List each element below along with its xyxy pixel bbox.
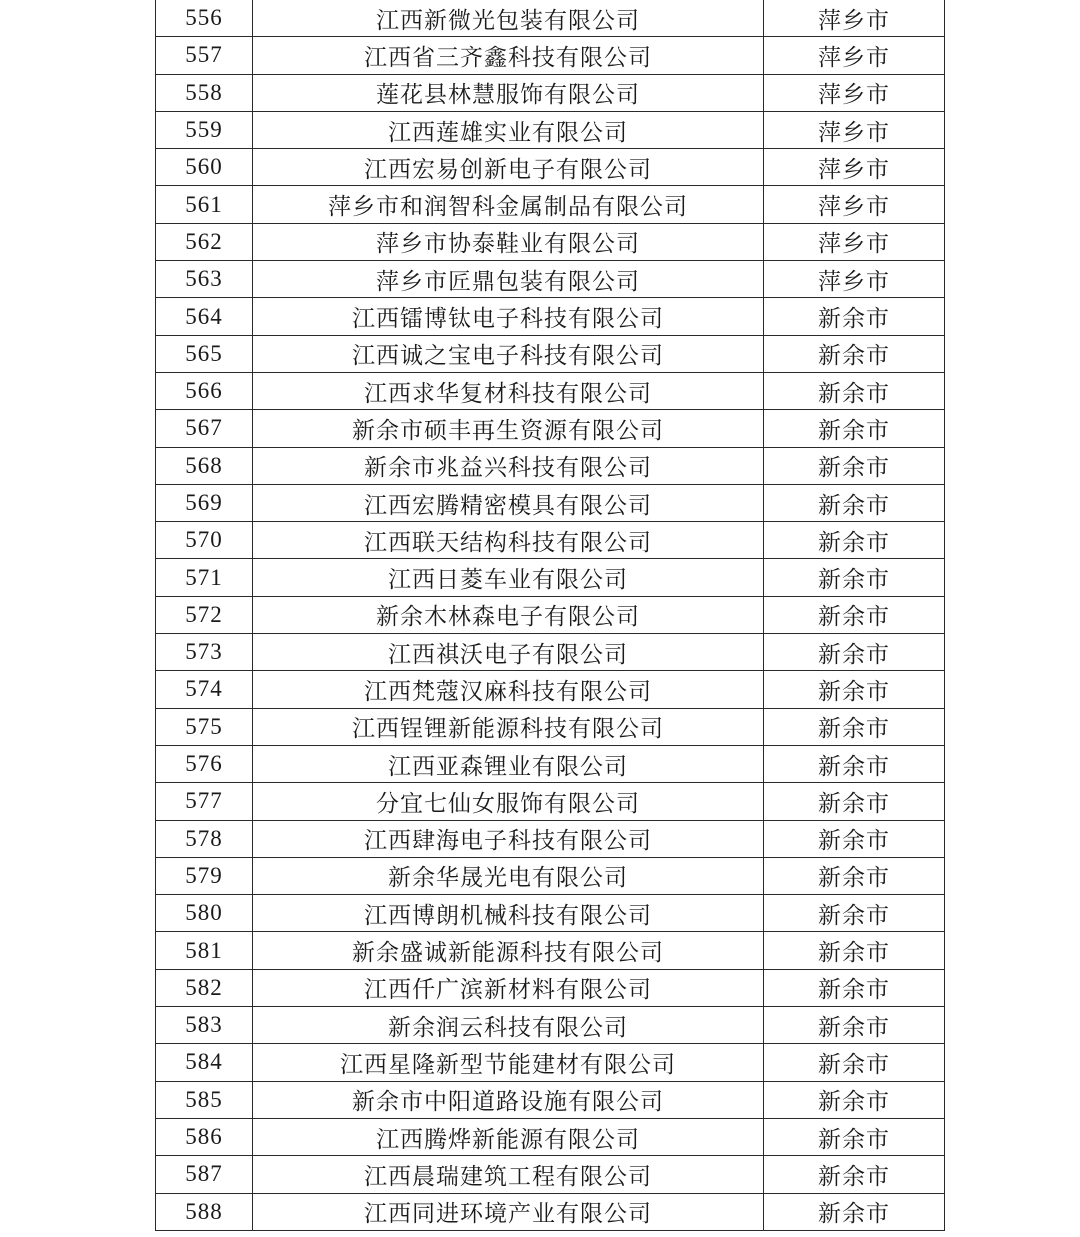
city-cell: 新余市 xyxy=(764,1118,945,1155)
table-row xyxy=(156,559,945,596)
table-row xyxy=(156,1007,945,1044)
table-row xyxy=(156,223,945,260)
company-name-cell: 江西肆海电子科技有限公司 xyxy=(253,820,764,857)
table-row xyxy=(156,484,945,521)
company-name-cell: 江西亚森锂业有限公司 xyxy=(253,745,764,782)
row-number-cell: 582 xyxy=(156,969,253,1006)
city-cell: 新余市 xyxy=(764,559,945,596)
city-cell: 新余市 xyxy=(764,671,945,708)
row-number-cell: 561 xyxy=(156,186,253,223)
company-name-cell: 萍乡市和润智科金属制品有限公司 xyxy=(253,186,764,223)
row-number-cell: 579 xyxy=(156,857,253,894)
city-cell: 新余市 xyxy=(764,820,945,857)
table-row xyxy=(156,1118,945,1155)
city-cell: 新余市 xyxy=(764,969,945,1006)
company-name-cell: 新余润云科技有限公司 xyxy=(253,1007,764,1044)
row-number-cell: 570 xyxy=(156,522,253,559)
city-cell: 新余市 xyxy=(764,932,945,969)
row-number-cell: 558 xyxy=(156,74,253,111)
table-row xyxy=(156,671,945,708)
city-cell: 新余市 xyxy=(764,522,945,559)
row-number-cell: 559 xyxy=(156,111,253,148)
company-name-cell: 江西锃锂新能源科技有限公司 xyxy=(253,708,764,745)
company-name-cell: 萍乡市匠鼎包装有限公司 xyxy=(253,261,764,298)
table-row xyxy=(156,372,945,409)
table-row xyxy=(156,895,945,932)
city-cell: 新余市 xyxy=(764,410,945,447)
table-row xyxy=(156,1044,945,1081)
company-name-cell: 萍乡市协泰鞋业有限公司 xyxy=(253,223,764,260)
city-cell: 新余市 xyxy=(764,372,945,409)
row-number-cell: 557 xyxy=(156,37,253,74)
table-row xyxy=(156,596,945,633)
city-cell: 萍乡市 xyxy=(764,111,945,148)
company-name-cell: 江西省三齐鑫科技有限公司 xyxy=(253,37,764,74)
city-cell: 萍乡市 xyxy=(764,74,945,111)
row-number-cell: 574 xyxy=(156,671,253,708)
row-number-cell: 565 xyxy=(156,335,253,372)
city-cell: 新余市 xyxy=(764,857,945,894)
row-number-cell: 577 xyxy=(156,783,253,820)
company-name-cell: 新余华晟光电有限公司 xyxy=(253,857,764,894)
company-name-cell: 江西联天结构科技有限公司 xyxy=(253,522,764,559)
row-number-cell: 581 xyxy=(156,932,253,969)
company-name-cell: 江西同进环境产业有限公司 xyxy=(253,1193,764,1230)
table-row xyxy=(156,186,945,223)
row-number-cell: 566 xyxy=(156,372,253,409)
table-row xyxy=(156,1156,945,1193)
company-name-cell: 江西星隆新型节能建材有限公司 xyxy=(253,1044,764,1081)
company-name-cell: 江西日菱车业有限公司 xyxy=(253,559,764,596)
table-row xyxy=(156,708,945,745)
table-row xyxy=(156,111,945,148)
table-row xyxy=(156,932,945,969)
row-number-cell: 562 xyxy=(156,223,253,260)
city-cell: 萍乡市 xyxy=(764,261,945,298)
row-number-cell: 587 xyxy=(156,1156,253,1193)
city-cell: 新余市 xyxy=(764,1193,945,1230)
row-number-cell: 585 xyxy=(156,1081,253,1118)
table-row xyxy=(156,969,945,1006)
table-row xyxy=(156,298,945,335)
table-row xyxy=(156,447,945,484)
company-name-cell: 江西祺沃电子有限公司 xyxy=(253,634,764,671)
city-cell: 新余市 xyxy=(764,1156,945,1193)
table-row xyxy=(156,0,945,37)
table-row xyxy=(156,745,945,782)
city-cell: 新余市 xyxy=(764,895,945,932)
company-name-cell: 莲花县林慧服饰有限公司 xyxy=(253,74,764,111)
city-cell: 新余市 xyxy=(764,1044,945,1081)
company-name-cell: 江西莲雄实业有限公司 xyxy=(253,111,764,148)
city-cell: 萍乡市 xyxy=(764,149,945,186)
table-row xyxy=(156,149,945,186)
row-number-cell: 567 xyxy=(156,410,253,447)
company-name-cell: 江西宏易创新电子有限公司 xyxy=(253,149,764,186)
table-row xyxy=(156,74,945,111)
city-cell: 新余市 xyxy=(764,1081,945,1118)
company-name-cell: 新余市中阳道路设施有限公司 xyxy=(253,1081,764,1118)
table-row xyxy=(156,335,945,372)
company-name-cell: 新余盛诚新能源科技有限公司 xyxy=(253,932,764,969)
company-name-cell: 江西诚之宝电子科技有限公司 xyxy=(253,335,764,372)
company-name-cell: 江西晨瑞建筑工程有限公司 xyxy=(253,1156,764,1193)
city-cell: 新余市 xyxy=(764,783,945,820)
city-cell: 萍乡市 xyxy=(764,186,945,223)
company-name-cell: 江西腾烨新能源有限公司 xyxy=(253,1118,764,1155)
city-cell: 新余市 xyxy=(764,634,945,671)
city-cell: 新余市 xyxy=(764,596,945,633)
city-cell: 新余市 xyxy=(764,484,945,521)
table-row xyxy=(156,261,945,298)
city-cell: 新余市 xyxy=(764,298,945,335)
row-number-cell: 563 xyxy=(156,261,253,298)
table-row xyxy=(156,857,945,894)
city-cell: 萍乡市 xyxy=(764,0,945,37)
company-list-table xyxy=(155,0,945,1231)
company-name-cell: 江西仟广滨新材料有限公司 xyxy=(253,969,764,1006)
table-row xyxy=(156,820,945,857)
table-body xyxy=(156,0,945,1230)
city-cell: 新余市 xyxy=(764,447,945,484)
table-row xyxy=(156,1081,945,1118)
row-number-cell: 571 xyxy=(156,559,253,596)
city-cell: 新余市 xyxy=(764,335,945,372)
row-number-cell: 584 xyxy=(156,1044,253,1081)
company-name-cell: 新余市兆益兴科技有限公司 xyxy=(253,447,764,484)
company-name-cell: 新余市硕丰再生资源有限公司 xyxy=(253,410,764,447)
company-name-cell: 江西镭博钛电子科技有限公司 xyxy=(253,298,764,335)
city-cell: 萍乡市 xyxy=(764,37,945,74)
row-number-cell: 568 xyxy=(156,447,253,484)
table-row xyxy=(156,1193,945,1230)
company-name-cell: 新余木林森电子有限公司 xyxy=(253,596,764,633)
company-name-cell: 江西求华复材科技有限公司 xyxy=(253,372,764,409)
row-number-cell: 569 xyxy=(156,484,253,521)
table-row xyxy=(156,410,945,447)
row-number-cell: 583 xyxy=(156,1007,253,1044)
table-row xyxy=(156,37,945,74)
row-number-cell: 578 xyxy=(156,820,253,857)
row-number-cell: 556 xyxy=(156,0,253,37)
company-name-cell: 江西新微光包装有限公司 xyxy=(253,0,764,37)
table-row xyxy=(156,522,945,559)
city-cell: 新余市 xyxy=(764,708,945,745)
company-name-cell: 江西博朗机械科技有限公司 xyxy=(253,895,764,932)
city-cell: 新余市 xyxy=(764,1007,945,1044)
table-row xyxy=(156,634,945,671)
row-number-cell: 575 xyxy=(156,708,253,745)
row-number-cell: 580 xyxy=(156,895,253,932)
table-row xyxy=(156,783,945,820)
company-name-cell: 分宜七仙女服饰有限公司 xyxy=(253,783,764,820)
row-number-cell: 560 xyxy=(156,149,253,186)
row-number-cell: 576 xyxy=(156,745,253,782)
city-cell: 新余市 xyxy=(764,745,945,782)
row-number-cell: 586 xyxy=(156,1118,253,1155)
row-number-cell: 564 xyxy=(156,298,253,335)
row-number-cell: 573 xyxy=(156,634,253,671)
row-number-cell: 588 xyxy=(156,1193,253,1230)
city-cell: 萍乡市 xyxy=(764,223,945,260)
company-name-cell: 江西宏腾精密模具有限公司 xyxy=(253,484,764,521)
company-name-cell: 江西梵蔻汉麻科技有限公司 xyxy=(253,671,764,708)
row-number-cell: 572 xyxy=(156,596,253,633)
document-page xyxy=(155,0,944,1231)
